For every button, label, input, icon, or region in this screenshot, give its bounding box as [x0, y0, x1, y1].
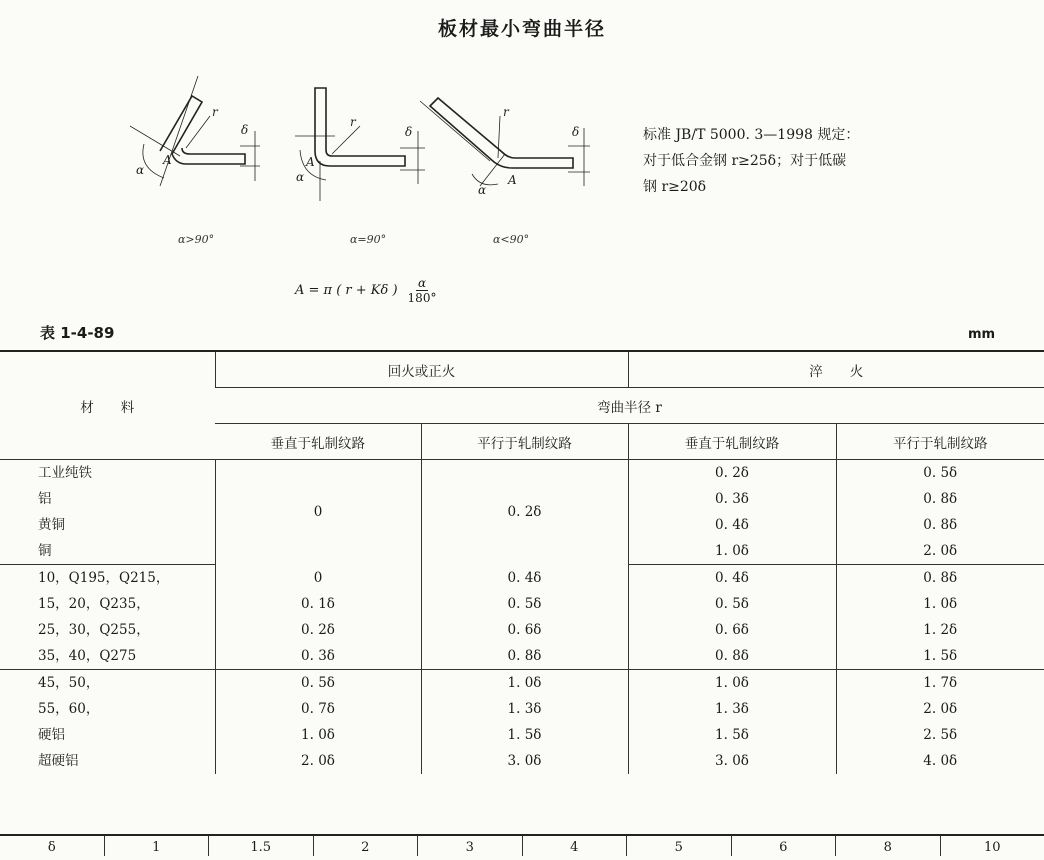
standard-note — [643, 122, 923, 200]
merged-annealed-perp-cell: 0 — [215, 460, 421, 565]
value-cell: 0. 4δ — [628, 565, 836, 592]
thickness-row — [0, 834, 1044, 856]
value-cell: 2. 0δ — [836, 696, 1044, 722]
thickness-cell: 6 — [731, 836, 836, 856]
fig3-r-label: r — [503, 105, 510, 119]
material-cell: 铜 — [0, 538, 215, 565]
table-row — [0, 460, 1044, 487]
subheader-quenched-parallel: 平行于轧制纹路 — [836, 424, 1044, 460]
header-annealed: 回火或正火 — [215, 351, 628, 388]
table-row — [0, 748, 1044, 774]
value-cell: 0. 3δ — [628, 486, 836, 512]
value-cell: 0. 5δ — [628, 591, 836, 617]
material-cell: 55，60， — [0, 696, 215, 722]
fig3-A-label: A — [507, 173, 517, 187]
value-cell: 0. 5δ — [421, 591, 628, 617]
fig1-alpha-label: α — [136, 163, 144, 177]
value-cell: 3. 0δ — [421, 748, 628, 774]
value-cell: 1. 5δ — [421, 722, 628, 748]
formula-numerator: α — [416, 276, 428, 291]
bend-diagrams — [120, 66, 620, 216]
material-cell: 超硬铝 — [0, 748, 215, 774]
material-cell: 25，30，Q255， — [0, 617, 215, 643]
value-cell: 2. 0δ — [215, 748, 421, 774]
thickness-cell: δ — [0, 836, 104, 856]
table-number: 表 1-4-89 — [40, 322, 114, 343]
value-cell: 2. 5δ — [836, 722, 1044, 748]
header-material: 材 料 — [0, 351, 215, 460]
fig1-r-label: r — [212, 105, 219, 119]
value-cell: 1. 5δ — [836, 643, 1044, 670]
value-cell: 0. 1δ — [215, 591, 421, 617]
value-cell: 0. 6δ — [421, 617, 628, 643]
formula-denominator: 180° — [406, 291, 439, 305]
value-cell: 1. 0δ — [628, 670, 836, 697]
table-row — [0, 643, 1044, 670]
table-row — [0, 591, 1044, 617]
merged-annealed-par-cell: 0. 2δ — [421, 460, 628, 565]
value-cell: 4. 0δ — [836, 748, 1044, 774]
subheader-annealed-parallel: 平行于轧制纹路 — [421, 424, 628, 460]
value-cell: 0. 3δ — [215, 643, 421, 670]
value-cell: 1. 3δ — [421, 696, 628, 722]
note-line-2: 对于低合金钢 r≥25δ；对于低碳 — [643, 148, 923, 174]
table-row — [0, 696, 1044, 722]
value-cell: 0. 6δ — [628, 617, 836, 643]
value-cell: 0. 7δ — [215, 696, 421, 722]
thickness-cell: 10 — [940, 836, 1044, 856]
value-cell: 0. 2δ — [215, 617, 421, 643]
thickness-cell: 1.5 — [208, 836, 313, 856]
value-cell: 1. 5δ — [628, 722, 836, 748]
value-cell: 0. 8δ — [836, 565, 1044, 592]
fig2-r-label: r — [350, 115, 357, 129]
material-cell: 硬铝 — [0, 722, 215, 748]
subheader-quenched-perpendicular: 垂直于轧制纹路 — [628, 424, 836, 460]
note-line-3: 钢 r≥20δ — [643, 174, 923, 200]
value-cell: 3. 0δ — [628, 748, 836, 774]
value-cell: 0. 8δ — [628, 643, 836, 670]
bend-radius-table — [0, 350, 1044, 774]
value-cell: 1. 7δ — [836, 670, 1044, 697]
header-quenched: 淬 火 — [628, 351, 1044, 388]
thickness-cell: 4 — [522, 836, 627, 856]
formula-fraction — [406, 276, 439, 305]
table-row — [0, 722, 1044, 748]
value-cell: 0. 8δ — [836, 486, 1044, 512]
value-cell: 1. 2δ — [836, 617, 1044, 643]
figure-alpha-equal-90 — [295, 88, 425, 201]
figure-caption-2: α=90° — [350, 233, 386, 246]
header-bend-radius: 弯曲半径 r — [215, 388, 1044, 424]
value-cell: 1. 0δ — [628, 538, 836, 565]
page-title: 板材最小弯曲半径 — [0, 14, 1044, 41]
value-cell: 1. 0δ — [215, 722, 421, 748]
material-cell: 10，Q195，Q215， — [0, 565, 215, 592]
thickness-cell: 8 — [835, 836, 940, 856]
material-cell: 铝 — [0, 486, 215, 512]
note-line-1: 标准 JB/T 5000. 3—1998 规定： — [643, 122, 923, 148]
value-cell: 2. 0δ — [836, 538, 1044, 565]
figure-caption-3: α<90° — [493, 233, 529, 246]
thickness-cell: 3 — [417, 836, 522, 856]
fig2-A-label: A — [305, 155, 315, 169]
arc-length-formula — [295, 276, 438, 305]
value-cell: 0. 2δ — [628, 460, 836, 487]
material-cell: 工业纯铁 — [0, 460, 215, 487]
fig3-alpha-label: α — [478, 183, 486, 197]
subheader-annealed-perpendicular: 垂直于轧制纹路 — [215, 424, 421, 460]
material-cell: 35，40，Q275 — [0, 643, 215, 670]
thickness-cell: 5 — [626, 836, 731, 856]
fig2-delta-label: δ — [405, 125, 412, 139]
value-cell: 0. 8δ — [421, 643, 628, 670]
value-cell: 0. 5δ — [215, 670, 421, 697]
table-row — [0, 670, 1044, 697]
fig3-delta-label: δ — [572, 125, 579, 139]
material-cell: 15，20，Q235， — [0, 591, 215, 617]
value-cell: 0. 4δ — [628, 512, 836, 538]
value-cell: 0. 8δ — [836, 512, 1044, 538]
thickness-cell: 1 — [104, 836, 209, 856]
value-cell: 1. 0δ — [421, 670, 628, 697]
fig1-A-label: A — [162, 153, 172, 167]
value-cell: 0. 4δ — [421, 565, 628, 592]
fig1-delta-label: δ — [241, 123, 248, 137]
value-cell: 1. 3δ — [628, 696, 836, 722]
figure-caption-1: α>90° — [178, 233, 214, 246]
material-cell: 45，50， — [0, 670, 215, 697]
value-cell: 0 — [215, 565, 421, 592]
table-row — [0, 617, 1044, 643]
thickness-cell: 2 — [313, 836, 418, 856]
table-unit: mm — [968, 327, 995, 342]
value-cell: 0. 5δ — [836, 460, 1044, 487]
material-cell: 黄铜 — [0, 512, 215, 538]
value-cell: 1. 0δ — [836, 591, 1044, 617]
table-row — [0, 565, 1044, 592]
fig2-alpha-label: α — [296, 170, 304, 184]
formula-lhs: A = π ( r + Kδ ) — [295, 283, 398, 298]
